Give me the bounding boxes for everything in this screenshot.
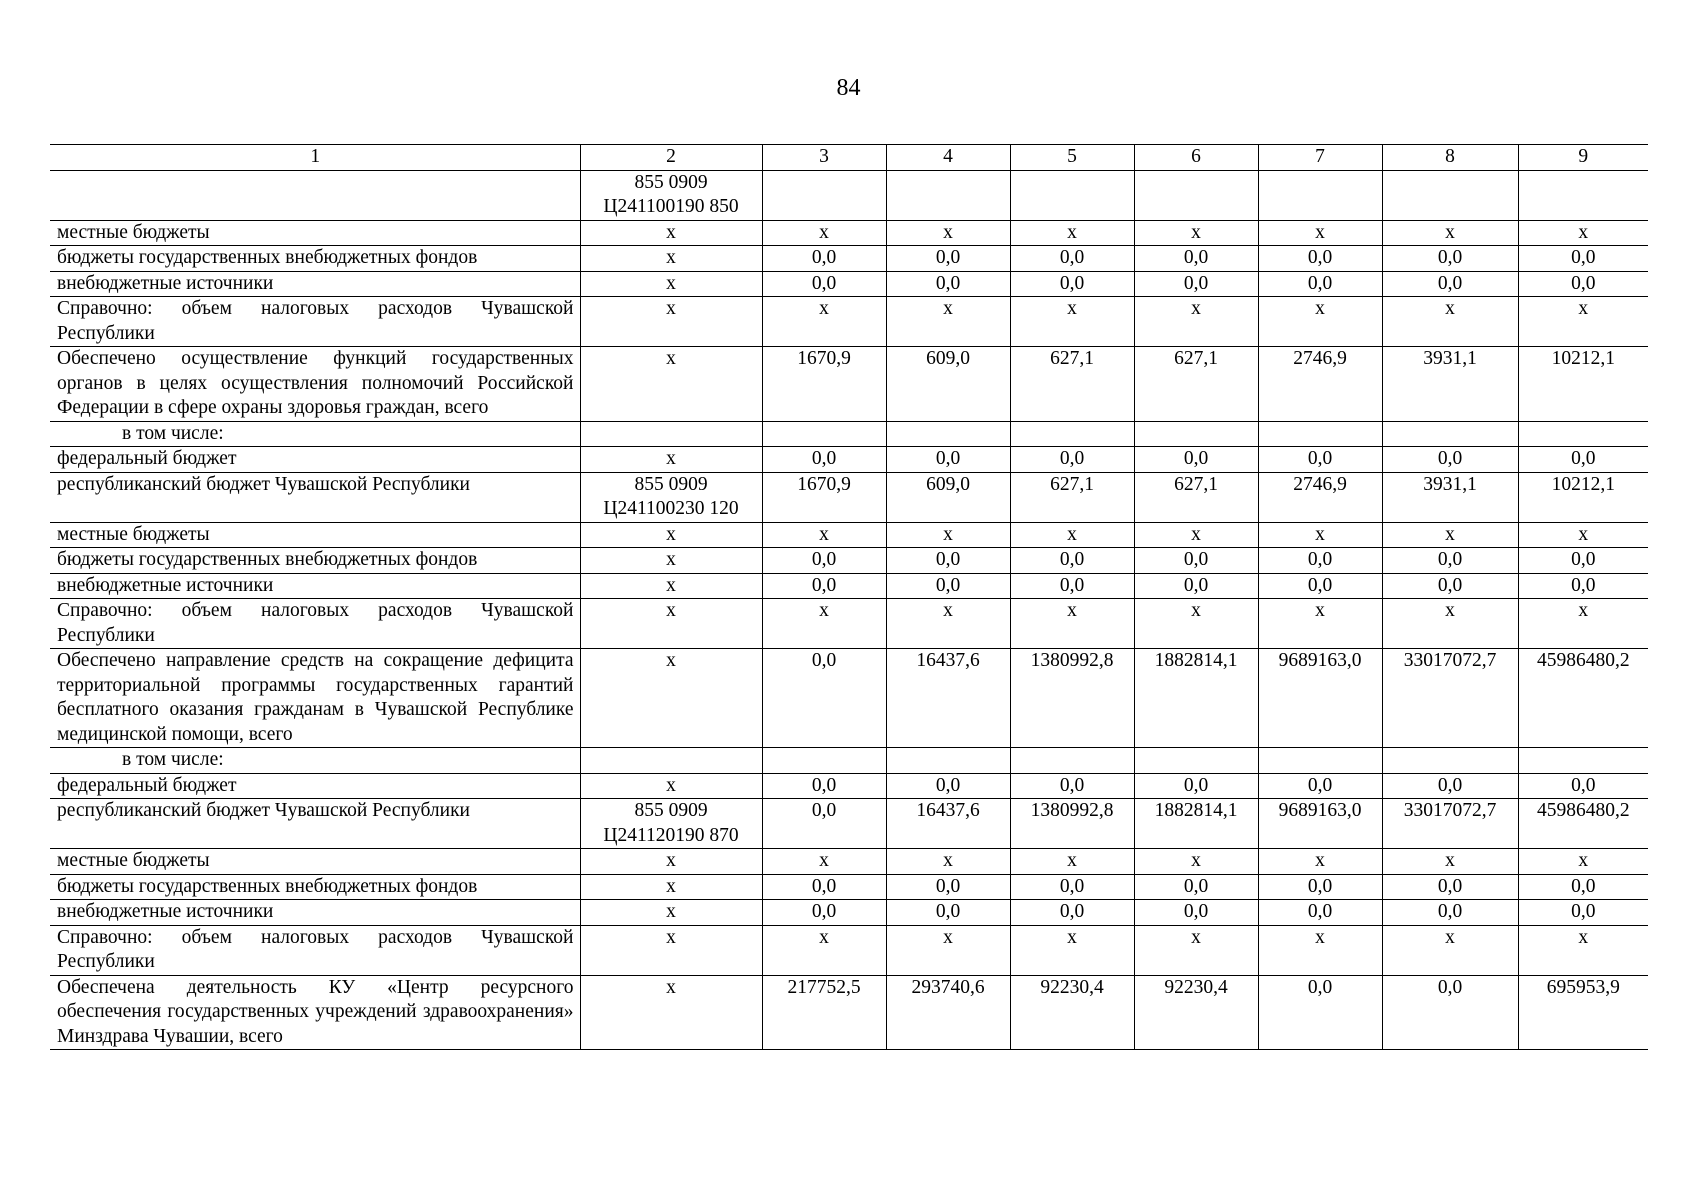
value-cell: 0,0: [886, 246, 1010, 272]
value-cell: 2746,9: [1258, 472, 1382, 522]
value-cell: 1380992,8: [1010, 799, 1134, 849]
value-cell: х: [1382, 297, 1518, 347]
budget-code-line: х: [666, 976, 676, 998]
value-cell: [1134, 170, 1258, 220]
value-cell: х: [762, 522, 886, 548]
value-cell: 0,0: [1134, 573, 1258, 599]
budget-code-cell: [580, 925, 762, 975]
value-cell: [1258, 421, 1382, 447]
value-cell: х: [1010, 849, 1134, 875]
value-cell: 0,0: [1134, 548, 1258, 574]
value-cell: 0,0: [1258, 246, 1382, 272]
value-cell: [1134, 421, 1258, 447]
budget-code-cell: [580, 297, 762, 347]
value-cell: х: [886, 599, 1010, 649]
value-cell: 0,0: [1134, 246, 1258, 272]
value-cell: х: [1518, 297, 1648, 347]
budget-code-cell: [580, 799, 762, 849]
value-cell: 0,0: [1258, 271, 1382, 297]
value-cell: [886, 748, 1010, 774]
value-cell: х: [1518, 849, 1648, 875]
value-cell: 9689163,0: [1258, 799, 1382, 849]
value-cell: 0,0: [762, 900, 886, 926]
table-row: [50, 548, 1648, 574]
value-cell: 0,0: [1518, 773, 1648, 799]
budget-code-line: х: [666, 901, 676, 922]
budget-code-cell: [580, 573, 762, 599]
row-label: Обеспечена деятельность КУ «Центр ресурсного обеспечения государственных учреждений здравоохранения» Минздрава Чувашии, всего: [50, 975, 580, 1050]
row-label: в том числе:: [50, 748, 580, 774]
column-header: 8: [1382, 145, 1518, 171]
table-row: [50, 573, 1648, 599]
budget-code-line: х: [666, 850, 676, 871]
value-cell: 627,1: [1134, 472, 1258, 522]
column-header: 3: [762, 145, 886, 171]
table-row: [50, 874, 1648, 900]
value-cell: х: [1382, 849, 1518, 875]
budget-code-cell: [580, 649, 762, 748]
value-cell: х: [1134, 599, 1258, 649]
value-cell: х: [1134, 522, 1258, 548]
column-header-row: [50, 145, 1648, 171]
budget-code-cell: [580, 900, 762, 926]
column-header: 2: [580, 145, 762, 171]
row-label: бюджеты государственных внебюджетных фондов: [50, 246, 580, 272]
value-cell: [1382, 170, 1518, 220]
budget-code-line: х: [666, 875, 676, 897]
row-label: бюджеты государственных внебюджетных фондов: [50, 874, 580, 900]
value-cell: 627,1: [1010, 472, 1134, 522]
value-cell: [1382, 748, 1518, 774]
value-cell: 16437,6: [886, 649, 1010, 748]
value-cell: [1518, 170, 1648, 220]
value-cell: х: [1382, 599, 1518, 649]
value-cell: 0,0: [886, 874, 1010, 900]
value-cell: 0,0: [1382, 874, 1518, 900]
value-cell: 695953,9: [1518, 975, 1648, 1050]
budget-code-line: х: [666, 448, 676, 469]
value-cell: 0,0: [1382, 271, 1518, 297]
value-cell: 16437,6: [886, 799, 1010, 849]
budget-code-cell: [580, 874, 762, 900]
value-cell: 217752,5: [762, 975, 886, 1050]
value-cell: х: [1518, 925, 1648, 975]
value-cell: 0,0: [1010, 246, 1134, 272]
budget-code-line: х: [666, 247, 676, 268]
page-number: 84: [836, 75, 861, 101]
value-cell: х: [1010, 599, 1134, 649]
value-cell: 0,0: [762, 246, 886, 272]
value-cell: [1258, 748, 1382, 774]
value-cell: 0,0: [1258, 773, 1382, 799]
row-label: Справочно: объем налоговых расходов Чувашской Республики: [50, 925, 580, 975]
value-cell: 0,0: [762, 649, 886, 748]
budget-code-line: х: [666, 574, 676, 596]
table-row: [50, 599, 1648, 649]
value-cell: 0,0: [1382, 447, 1518, 473]
value-cell: [1518, 748, 1648, 774]
value-cell: 0,0: [1134, 271, 1258, 297]
value-cell: 0,0: [1518, 874, 1648, 900]
value-cell: 0,0: [762, 874, 886, 900]
budget-code-line: Ц241100190 850: [603, 196, 739, 217]
value-cell: х: [1134, 297, 1258, 347]
value-cell: 45986480,2: [1518, 799, 1648, 849]
table-row: [50, 975, 1648, 1050]
row-label: бюджеты государственных внебюджетных фондов: [50, 548, 580, 574]
value-cell: 0,0: [1010, 900, 1134, 926]
budget-code-line: Ц241120190 870: [603, 824, 739, 846]
value-cell: 0,0: [1518, 246, 1648, 272]
value-cell: 1882814,1: [1134, 799, 1258, 849]
value-cell: 10212,1: [1518, 347, 1648, 422]
value-cell: 609,0: [886, 472, 1010, 522]
budget-code-cell: [580, 447, 762, 473]
value-cell: х: [1518, 522, 1648, 548]
budget-table: [50, 144, 1648, 1050]
budget-code-line: х: [666, 774, 676, 796]
value-cell: 0,0: [762, 447, 886, 473]
value-cell: 33017072,7: [1382, 799, 1518, 849]
column-header: 9: [1518, 145, 1648, 171]
row-label: республиканский бюджет Чувашской Республики: [50, 799, 580, 849]
value-cell: х: [886, 297, 1010, 347]
budget-code-line: х: [666, 650, 676, 671]
budget-code-line: Ц241100230 120: [603, 498, 739, 519]
budget-code-line: х: [666, 600, 676, 621]
value-cell: х: [1518, 220, 1648, 246]
value-cell: х: [1134, 925, 1258, 975]
column-header: 4: [886, 145, 1010, 171]
table-row: [50, 271, 1648, 297]
budget-code-cell: [580, 773, 762, 799]
value-cell: х: [886, 925, 1010, 975]
value-cell: 609,0: [886, 347, 1010, 422]
value-cell: 0,0: [1010, 271, 1134, 297]
value-cell: х: [1258, 220, 1382, 246]
budget-code-cell: [580, 548, 762, 574]
value-cell: х: [1258, 925, 1382, 975]
budget-code-cell: [580, 599, 762, 649]
row-label: внебюджетные источники: [50, 271, 580, 297]
budget-code-line: 855 0909: [634, 800, 708, 821]
value-cell: х: [1010, 220, 1134, 246]
row-label: федеральный бюджет: [50, 773, 580, 799]
value-cell: 0,0: [1518, 548, 1648, 574]
value-cell: 0,0: [1518, 573, 1648, 599]
budget-code-line: [586, 748, 757, 773]
value-cell: х: [762, 925, 886, 975]
value-cell: 0,0: [1382, 548, 1518, 574]
value-cell: 627,1: [1134, 347, 1258, 422]
row-label: республиканский бюджет Чувашской Республики: [50, 472, 580, 522]
row-label: внебюджетные источники: [50, 900, 580, 926]
budget-code-cell: [580, 271, 762, 297]
value-cell: 0,0: [1258, 900, 1382, 926]
value-cell: [1010, 421, 1134, 447]
value-cell: х: [762, 599, 886, 649]
table-row: [50, 649, 1648, 748]
value-cell: 0,0: [1382, 900, 1518, 926]
table-row: [50, 447, 1648, 473]
value-cell: 0,0: [1258, 874, 1382, 900]
value-cell: х: [1258, 522, 1382, 548]
budget-code-cell: [580, 421, 762, 447]
value-cell: 0,0: [1010, 548, 1134, 574]
value-cell: 1380992,8: [1010, 649, 1134, 748]
value-cell: 9689163,0: [1258, 649, 1382, 748]
value-cell: 0,0: [1134, 773, 1258, 799]
value-cell: 3931,1: [1382, 472, 1518, 522]
budget-code-cell: [580, 347, 762, 422]
value-cell: 1670,9: [762, 472, 886, 522]
budget-code-cell: [580, 170, 762, 220]
value-cell: [1258, 170, 1382, 220]
table-row: [50, 773, 1648, 799]
table-body: [50, 145, 1648, 1050]
table-row: [50, 297, 1648, 347]
value-cell: х: [1134, 849, 1258, 875]
budget-code-cell: [580, 975, 762, 1050]
value-cell: [762, 748, 886, 774]
table-row: [50, 170, 1648, 220]
value-cell: х: [886, 522, 1010, 548]
value-cell: 627,1: [1010, 347, 1134, 422]
value-cell: х: [762, 849, 886, 875]
value-cell: [1382, 421, 1518, 447]
value-cell: 0,0: [1134, 874, 1258, 900]
value-cell: [762, 170, 886, 220]
value-cell: 0,0: [762, 773, 886, 799]
value-cell: 3931,1: [1382, 347, 1518, 422]
budget-code-line: х: [666, 523, 676, 545]
value-cell: 0,0: [1382, 246, 1518, 272]
value-cell: [762, 421, 886, 447]
row-label: федеральный бюджет: [50, 447, 580, 473]
row-label: Обеспечено направление средств на сокращение дефицита территориальной программы государственных гарантий бесплатного оказания гражданам в Чувашской Республике медицинской помощи, всего: [50, 649, 580, 748]
table-row: [50, 421, 1648, 447]
value-cell: 33017072,7: [1382, 649, 1518, 748]
table-row: [50, 748, 1648, 774]
column-header: 1: [50, 145, 580, 171]
value-cell: 0,0: [1518, 447, 1648, 473]
value-cell: х: [1258, 849, 1382, 875]
value-cell: [886, 170, 1010, 220]
budget-code-line: 855 0909: [634, 171, 708, 193]
table-row: [50, 347, 1648, 422]
value-cell: х: [1258, 599, 1382, 649]
value-cell: 0,0: [1010, 874, 1134, 900]
row-label: местные бюджеты: [50, 522, 580, 548]
table-row: [50, 900, 1648, 926]
budget-code-cell: [580, 522, 762, 548]
budget-code-cell: [580, 246, 762, 272]
value-cell: 45986480,2: [1518, 649, 1648, 748]
value-cell: 0,0: [1382, 773, 1518, 799]
budget-code-cell: [580, 220, 762, 246]
value-cell: 0,0: [1382, 975, 1518, 1050]
value-cell: 0,0: [886, 447, 1010, 473]
value-cell: 0,0: [1518, 271, 1648, 297]
budget-code-line: х: [666, 348, 676, 369]
value-cell: х: [1010, 297, 1134, 347]
value-cell: 0,0: [1134, 447, 1258, 473]
value-cell: х: [1382, 220, 1518, 246]
column-header: 6: [1134, 145, 1258, 171]
row-label: [50, 170, 580, 220]
row-label: местные бюджеты: [50, 849, 580, 875]
value-cell: 92230,4: [1010, 975, 1134, 1050]
value-cell: 10212,1: [1518, 472, 1648, 522]
table-row: [50, 246, 1648, 272]
value-cell: х: [1382, 522, 1518, 548]
value-cell: х: [1258, 297, 1382, 347]
budget-code-cell: [580, 472, 762, 522]
value-cell: [886, 421, 1010, 447]
value-cell: 1670,9: [762, 347, 886, 422]
value-cell: 293740,6: [886, 975, 1010, 1050]
budget-code-line: [586, 422, 757, 447]
row-label: местные бюджеты: [50, 220, 580, 246]
value-cell: 0,0: [1258, 447, 1382, 473]
value-cell: 2746,9: [1258, 347, 1382, 422]
budget-code-cell: [580, 748, 762, 774]
budget-code-line: х: [666, 272, 676, 294]
value-cell: 0,0: [1258, 975, 1382, 1050]
value-cell: [1134, 748, 1258, 774]
row-label: в том числе:: [50, 421, 580, 447]
value-cell: 0,0: [1382, 573, 1518, 599]
value-cell: х: [1010, 522, 1134, 548]
value-cell: 0,0: [1134, 900, 1258, 926]
value-cell: [1010, 748, 1134, 774]
value-cell: х: [886, 849, 1010, 875]
row-label: Обеспечено осуществление функций государственных органов в целях осуществления полномочий Российской Федерации в сфере охраны здоровья граждан, всего: [50, 347, 580, 422]
row-label: внебюджетные источники: [50, 573, 580, 599]
budget-code-line: х: [666, 221, 676, 243]
value-cell: 0,0: [886, 773, 1010, 799]
value-cell: 0,0: [762, 799, 886, 849]
value-cell: 0,0: [1258, 548, 1382, 574]
value-cell: 0,0: [1258, 573, 1382, 599]
value-cell: 0,0: [1010, 573, 1134, 599]
value-cell: 0,0: [1010, 447, 1134, 473]
budget-code-line: х: [666, 298, 676, 319]
column-header: 5: [1010, 145, 1134, 171]
value-cell: х: [886, 220, 1010, 246]
value-cell: х: [1382, 925, 1518, 975]
budget-code-line: 855 0909: [634, 473, 708, 495]
value-cell: [1010, 170, 1134, 220]
value-cell: 0,0: [762, 548, 886, 574]
value-cell: 92230,4: [1134, 975, 1258, 1050]
budget-code-line: х: [666, 549, 676, 570]
budget-code-cell: [580, 849, 762, 875]
value-cell: 0,0: [762, 271, 886, 297]
value-cell: [1518, 421, 1648, 447]
value-cell: 1882814,1: [1134, 649, 1258, 748]
value-cell: 0,0: [762, 573, 886, 599]
value-cell: 0,0: [886, 573, 1010, 599]
table-row: [50, 799, 1648, 849]
value-cell: 0,0: [886, 900, 1010, 926]
table-row: [50, 472, 1648, 522]
row-label: Справочно: объем налоговых расходов Чувашской Республики: [50, 599, 580, 649]
value-cell: х: [1518, 599, 1648, 649]
table-row: [50, 522, 1648, 548]
value-cell: х: [762, 297, 886, 347]
budget-code-line: х: [666, 926, 676, 948]
row-label: Справочно: объем налоговых расходов Чувашской Республики: [50, 297, 580, 347]
value-cell: 0,0: [1518, 900, 1648, 926]
column-header: 7: [1258, 145, 1382, 171]
value-cell: х: [1134, 220, 1258, 246]
table-row: [50, 849, 1648, 875]
value-cell: 0,0: [1010, 773, 1134, 799]
table-row: [50, 220, 1648, 246]
value-cell: х: [762, 220, 886, 246]
value-cell: 0,0: [886, 548, 1010, 574]
value-cell: х: [1010, 925, 1134, 975]
value-cell: 0,0: [886, 271, 1010, 297]
table-row: [50, 925, 1648, 975]
